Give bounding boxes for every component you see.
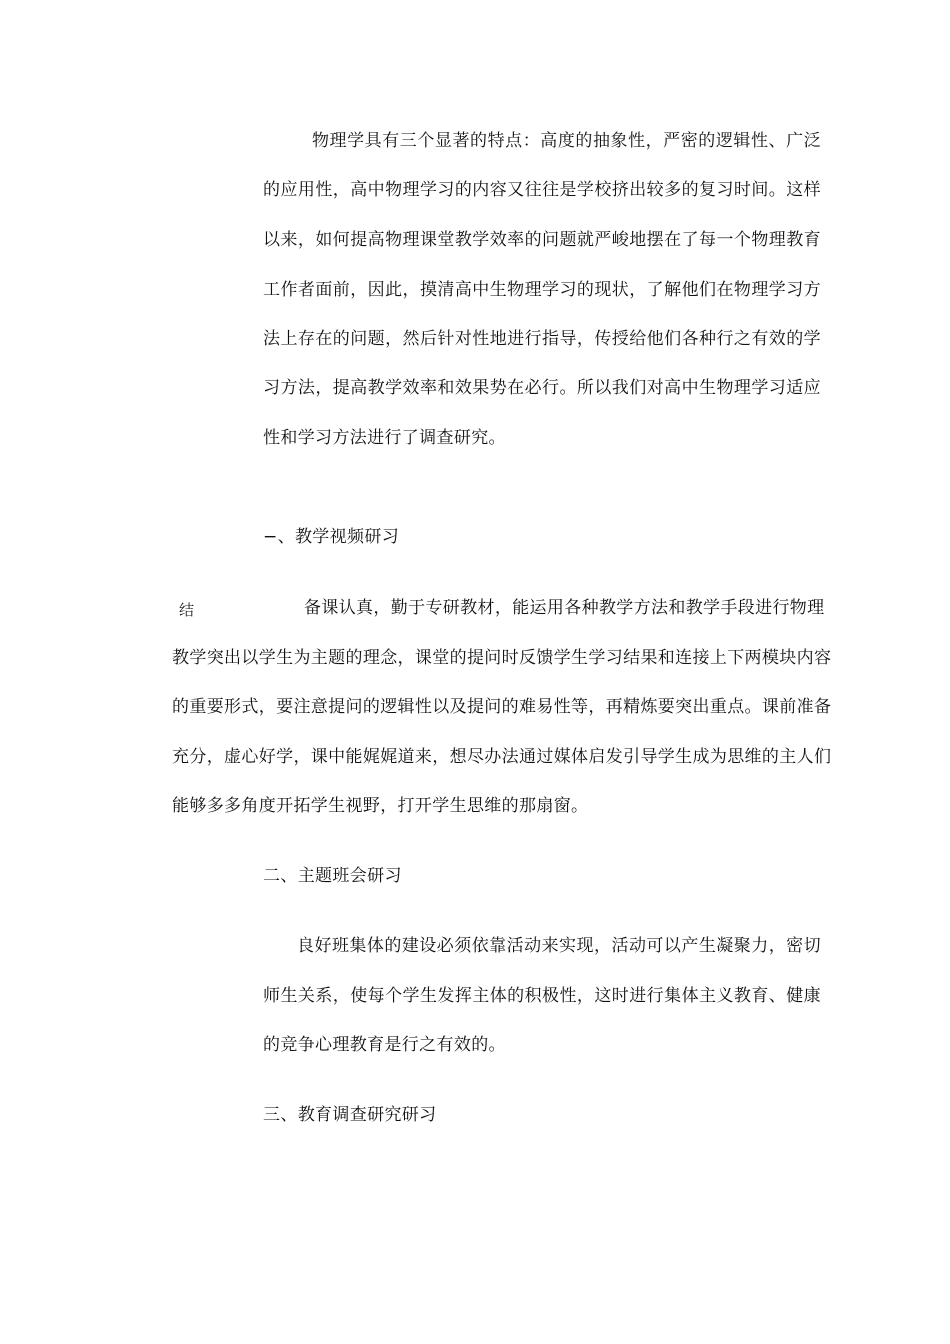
intro-line-3: 以来，如何提高物理课堂教学效率的问题就严峻地摆在了每一个物理教育 [263,230,821,250]
section1-line-5: 能够多多角度开拓学生视野，打开学生思维的那扇窗。 [172,796,589,816]
intro-line-6: 习方法，提高教学效率和效果势在必行。所以我们对高中生物理学习适应 [263,378,821,398]
section-heading-3: 三、教育调查研究研习 [263,1105,437,1125]
section-heading-1: −、教学视频研习 [263,527,400,547]
section1-line-2: 教学突出以学生为主题的理念，课堂的提问时反馈学生学习结果和连接上下两模块内容 [172,648,832,668]
section2-line-1: 良好班集体的建设必须依靠活动来实现，活动可以产生凝聚力，密切 [297,936,821,956]
intro-line-1: 物理学具有三个显著的特点：高度的抽象性，严密的逻辑性、广泛 [312,131,821,151]
intro-line-5: 法上存在的问题，然后针对性地进行指导，传授给他们各种行之有效的学 [263,329,821,349]
section1-line-1: 备课认真，勤于专研教材，能运用各种教学方法和教学手段进行物理 [304,598,825,618]
section2-line-3: 的竞争心理教育是行之有效的。 [263,1035,506,1055]
section2-line-2: 师生关系，使每个学生发挥主体的积极性，这时进行集体主义教育、健康 [263,986,821,1006]
stray-character: 结 [179,601,195,619]
intro-line-7: 性和学习方法进行了调查研究。 [263,428,506,448]
intro-line-2: 的应用性，高中物理学习的内容又往往是学校挤出较多的复习时间。这样 [263,180,821,200]
intro-line-4: 工作者面前，因此，摸清高中生物理学习的现状，了解他们在物理学习方 [263,280,821,300]
section-heading-2: 二、主题班会研习 [263,866,402,886]
section1-line-4: 充分，虚心好学，课中能娓娓道来，想尽办法通过媒体启发引导学生成为思维的主人们 [172,747,832,767]
section1-line-3: 的重要形式，要注意提问的逻辑性以及提问的难易性等，再精炼要突出重点。课前准备 [172,697,832,717]
